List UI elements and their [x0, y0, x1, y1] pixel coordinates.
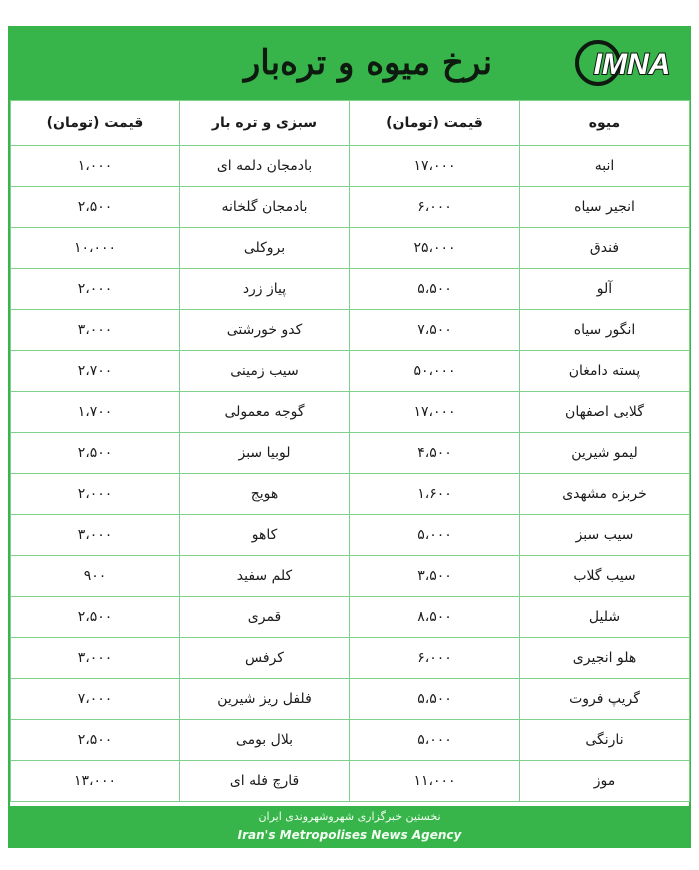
vegetable-price: ۱،۷۰۰	[11, 392, 180, 433]
price-table	[10, 100, 690, 802]
imna-logo	[574, 36, 686, 90]
fruit-price: ۳،۵۰۰	[350, 556, 520, 597]
footer-tagline-fa: نخستین خبرگزاری شهروشهروندی ایران	[258, 810, 441, 823]
vegetable-name: گوجه معمولی	[180, 392, 350, 433]
vegetable-name: لوبیا سبز	[180, 433, 350, 474]
fruit-price: ۵،۰۰۰	[350, 720, 520, 761]
column-header-fruit-price: قیمت (تومان)	[350, 101, 520, 146]
fruit-price: ۱۱،۰۰۰	[350, 761, 520, 802]
fruit-name: لیمو شیرین	[520, 433, 690, 474]
vegetable-price: ۲،۷۰۰	[11, 351, 180, 392]
vegetable-name: کلم سفید	[180, 556, 350, 597]
vegetable-price: ۱،۰۰۰	[11, 146, 180, 187]
vegetable-name: سیب زمینی	[180, 351, 350, 392]
fruit-price: ۵،۰۰۰	[350, 515, 520, 556]
fruit-name: فندق	[520, 228, 690, 269]
fruit-price: ۵،۵۰۰	[350, 269, 520, 310]
vegetable-price: ۳،۰۰۰	[11, 638, 180, 679]
fruit-price: ۷،۵۰۰	[350, 310, 520, 351]
table-row	[11, 597, 690, 638]
table-row	[11, 761, 690, 802]
fruit-price: ۸،۵۰۰	[350, 597, 520, 638]
fruit-name: خربزه مشهدی	[520, 474, 690, 515]
fruit-name: سیب سبز	[520, 515, 690, 556]
fruit-price: ۵۰،۰۰۰	[350, 351, 520, 392]
column-header-vegetable-price: قیمت (تومان)	[11, 101, 180, 146]
footer	[8, 806, 691, 848]
column-header-fruit: میوه	[520, 101, 690, 146]
fruit-name: انبه	[520, 146, 690, 187]
vegetable-name: کدو خورشتی	[180, 310, 350, 351]
vegetable-price: ۲،۵۰۰	[11, 597, 180, 638]
vegetable-price: ۲،۰۰۰	[11, 269, 180, 310]
table-row	[11, 679, 690, 720]
vegetable-price: ۳،۰۰۰	[11, 515, 180, 556]
vegetable-price: ۲،۵۰۰	[11, 720, 180, 761]
fruit-price: ۶،۰۰۰	[350, 638, 520, 679]
table-row	[11, 433, 690, 474]
vegetable-price: ۲،۰۰۰	[11, 474, 180, 515]
table-row	[11, 310, 690, 351]
vegetable-name: کاهو	[180, 515, 350, 556]
fruit-price: ۲۵،۰۰۰	[350, 228, 520, 269]
fruit-price: ۴،۵۰۰	[350, 433, 520, 474]
table-row	[11, 269, 690, 310]
price-table-container	[10, 100, 689, 806]
fruit-name: سیب گلاب	[520, 556, 690, 597]
table-row	[11, 638, 690, 679]
table-row	[11, 187, 690, 228]
vegetable-price: ۲،۵۰۰	[11, 187, 180, 228]
fruit-name: نارنگی	[520, 720, 690, 761]
fruit-name: انگور سیاه	[520, 310, 690, 351]
vegetable-name: بروکلی	[180, 228, 350, 269]
fruit-name: هلو انجیری	[520, 638, 690, 679]
table-row	[11, 556, 690, 597]
header	[8, 26, 691, 100]
fruit-price: ۱۷،۰۰۰	[350, 392, 520, 433]
table-row	[11, 474, 690, 515]
page-title: نرخ میوه و تره‌بار	[243, 43, 493, 83]
vegetable-name: بادمجان گلخانه	[180, 187, 350, 228]
fruit-name: پسته دامغان	[520, 351, 690, 392]
table-row	[11, 720, 690, 761]
table-row	[11, 392, 690, 433]
table-row	[11, 351, 690, 392]
fruit-name: گریپ فروت	[520, 679, 690, 720]
table-row	[11, 515, 690, 556]
fruit-name: موز	[520, 761, 690, 802]
fruit-price: ۱۷،۰۰۰	[350, 146, 520, 187]
vegetable-price: ۲،۵۰۰	[11, 433, 180, 474]
fruit-price: ۱،۶۰۰	[350, 474, 520, 515]
fruit-name: آلو	[520, 269, 690, 310]
price-board	[8, 26, 691, 848]
vegetable-name: کرفس	[180, 638, 350, 679]
vegetable-name: قمری	[180, 597, 350, 638]
vegetable-name: بادمجان دلمه ای	[180, 146, 350, 187]
column-header-vegetable: سبزی و تره بار	[180, 101, 350, 146]
fruit-price: ۶،۰۰۰	[350, 187, 520, 228]
table-row	[11, 228, 690, 269]
vegetable-name: قارچ فله ای	[180, 761, 350, 802]
vegetable-price: ۳،۰۰۰	[11, 310, 180, 351]
vegetable-name: هویج	[180, 474, 350, 515]
vegetable-name: پیاز زرد	[180, 269, 350, 310]
fruit-name: شلیل	[520, 597, 690, 638]
vegetable-price: ۱۰،۰۰۰	[11, 228, 180, 269]
vegetable-name: فلفل ریز شیرین	[180, 679, 350, 720]
fruit-name: گلابی اصفهان	[520, 392, 690, 433]
fruit-price: ۵،۵۰۰	[350, 679, 520, 720]
vegetable-price: ۹۰۰	[11, 556, 180, 597]
table-row	[11, 146, 690, 187]
logo-text: IMNA	[593, 48, 671, 81]
table-header-row	[11, 101, 690, 146]
footer-tagline-en: Iran's Metropolises News Agency	[237, 828, 462, 842]
vegetable-price: ۷،۰۰۰	[11, 679, 180, 720]
vegetable-name: بلال بومی	[180, 720, 350, 761]
fruit-name: انجیر سیاه	[520, 187, 690, 228]
vegetable-price: ۱۳،۰۰۰	[11, 761, 180, 802]
